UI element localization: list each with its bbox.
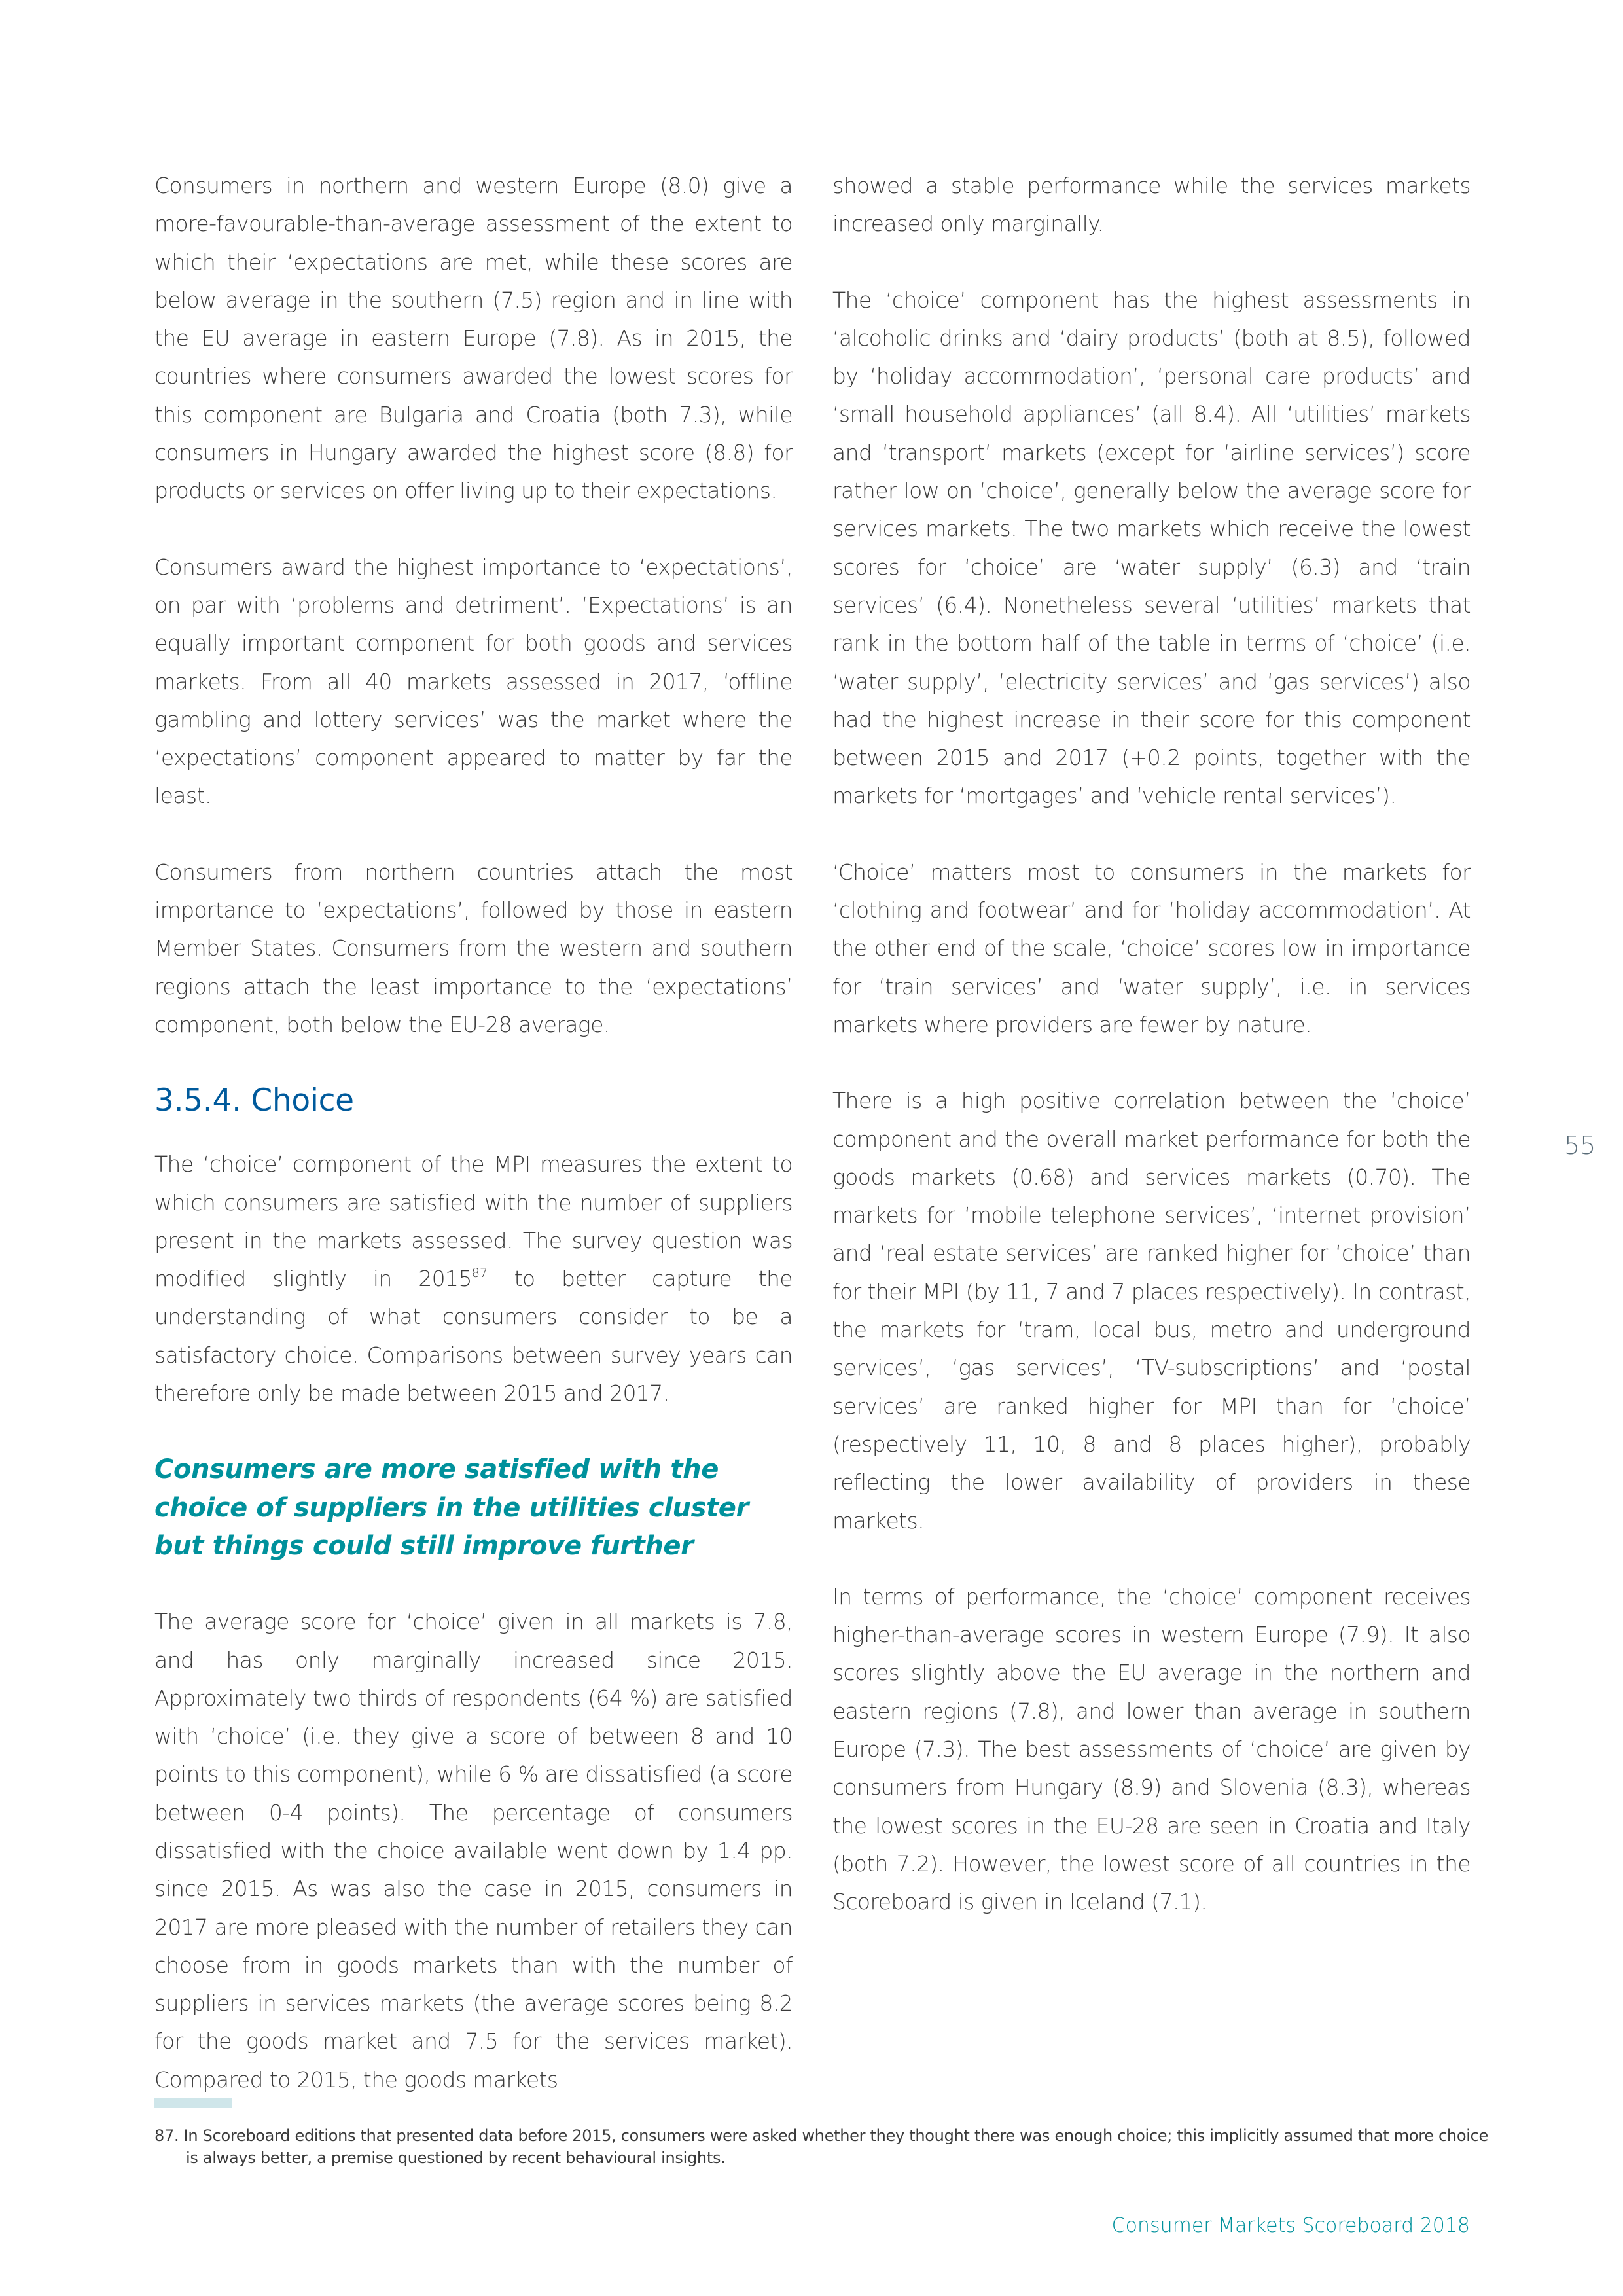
footer-title: Consumer Markets Scoreboard 2018 bbox=[1111, 2214, 1470, 2237]
paragraph: There is a high positive correlation between the ‘choice’ component and the overall market performance for both the goods markets (0.68) and services markets (0.70). The markets for ‘mobile telephone services’, ‘internet provision’ and ‘real estate services’ are ranked higher for ‘choice’ than for their MPI (by 11, 7 and 7 places respectively). In contrast, the markets for ‘tram, local bus, metro and underground services’, ‘gas services’, ‘TV-subscriptions’ and ‘postal services’ are ranked higher for MPI than for ‘choice’ (respectively 11, 10, 8 and 8 places higher), probably reflecting the lower availability of providers in these markets. bbox=[832, 1088, 1471, 1534]
paragraph: Consumers award the highest importance to ‘expectations’, on par with ‘problems and detriment’. ‘Expectations’ is an equally important component for both goods and services markets. From all 40 markets assessed in 2017, ‘offline gambling and lottery services’ was the market where the ‘expectations’ component appeared to matter by far the least. bbox=[154, 554, 793, 809]
right-column bbox=[832, 167, 1471, 1921]
paragraph: Consumers from northern countries attach the most importance to ‘expectations’, followed by those in eastern Member States. Consumers from the western and southern regions attach the least importance to the ‘expectations’ component, both below the EU-28 average. bbox=[154, 859, 793, 1037]
paragraph-text: to better capture the understanding of what consumers consider to be a satisfactory choice. Comparisons between survey years can therefore only be made between 2015 and 2017. bbox=[154, 1266, 793, 1407]
paragraph: The average score for ‘choice’ given in all markets is 7.8, and has only marginally increased since 2015. Approximately two thirds of respondents (64 %) are satisfied with ‘choice’ (i.e. they give a score of between 8 and 10 points to this component), while 6 % are dissatisfied (a score between 0-4 points). The percentage of consumers dissatisfied with the choice available went down by 1.4 pp. since 2015. As was also the case in 2015, consumers in 2017 are more pleased with the number of retailers they can choose from in goods markets than with the number of suppliers in services markets (the average scores being 8.2 for the goods market and 7.5 for the services market). Compared to 2015, the goods markets bbox=[154, 1609, 793, 2092]
footnote-number: 87. bbox=[154, 2126, 179, 2145]
paragraph: ‘Choice’ matters most to consumers in the markets for ‘clothing and footwear’ and for ‘holiday accommodation’. At the other end of the scale, ‘choice’ scores low in importance for ‘train services’ and ‘water supply’, i.e. in services markets where providers are fewer by nature. bbox=[832, 859, 1471, 1037]
subheading: Consumers are more satisfied with the choice of suppliers in the utilities cluster but things could still improve further bbox=[154, 1454, 749, 1561]
paragraph: Consumers in northern and western Europe (8.0) give a more-favourable-than-average assessment of the extent to which their ‘expectations are met, while these scores are below average in the southern (7.5) region and in line with the EU average in eastern Europe (7.8). As in 2015, the countries where consumers awarded the lowest scores for this component are Bulgaria and Croatia (both 7.3), while consumers in Hungary awarded the highest score (8.8) for products or services on offer living up to their expectations. bbox=[154, 173, 793, 504]
footnote-divider bbox=[154, 2098, 232, 2108]
left-column bbox=[154, 167, 793, 2099]
paragraph: The ‘choice’ component has the highest assessments in ‘alcoholic drinks and ‘dairy products’ (both at 8.5), followed by ‘holiday accommodation’, ‘personal care products’ and ‘small household appliances’ (all 8.4). All ‘utilities’ markets and ‘transport’ markets (except for ‘airline services’) score rather low on ‘choice’, generally below the average score for services markets. The two markets which receive the lowest scores for ‘choice’ are ‘water supply’ (6.3) and ‘train services’ (6.4). Nonetheless several ‘utilities’ markets that rank in the bottom half of the table in terms of ‘choice’ (i.e. ‘water supply’, ‘electricity services’ and ‘gas services’) also had the highest increase in their score for this component between 2015 and 2017 (+0.2 points, together with the markets for ‘mortgages’ and ‘vehicle rental services’). bbox=[832, 287, 1471, 809]
page-number: 55 bbox=[1564, 1131, 1596, 1160]
footnote bbox=[154, 2125, 1501, 2169]
paragraph: In terms of performance, the ‘choice’ component receives higher-than-average scores in western Europe (7.9). It also scores slightly above the EU average in the northern and eastern regions (7.8), and lower than average in southern Europe (7.3). The best assessments of ‘choice’ are given by consumers from Hungary (8.9) and Slovenia (8.3), whereas the lowest scores in the EU-28 are seen in Croatia and Italy (both 7.2). However, the lowest score of all countries in the Scoreboard is given in Iceland (7.1). bbox=[832, 1583, 1471, 1915]
footnote-reference[interactable]: 87 bbox=[471, 1266, 488, 1281]
paragraph: showed a stable performance while the services markets increased only marginally. bbox=[832, 173, 1471, 237]
paragraph-text: The ‘choice’ component of the MPI measures the extent to which consumers are satisfied with the number of suppliers present in the markets assessed. The survey question was modified slightly in 2015 bbox=[154, 1151, 793, 1292]
section-heading: 3.5.4. Choice bbox=[154, 1083, 354, 1119]
paragraph bbox=[154, 1145, 793, 1412]
footnote-text: In Scoreboard editions that presented data before 2015, consumers were asked whether they thought there was enough choice; this implicitly assumed that more choice is always better, a premise questioned by recent behavioural insights. bbox=[183, 2126, 1488, 2167]
